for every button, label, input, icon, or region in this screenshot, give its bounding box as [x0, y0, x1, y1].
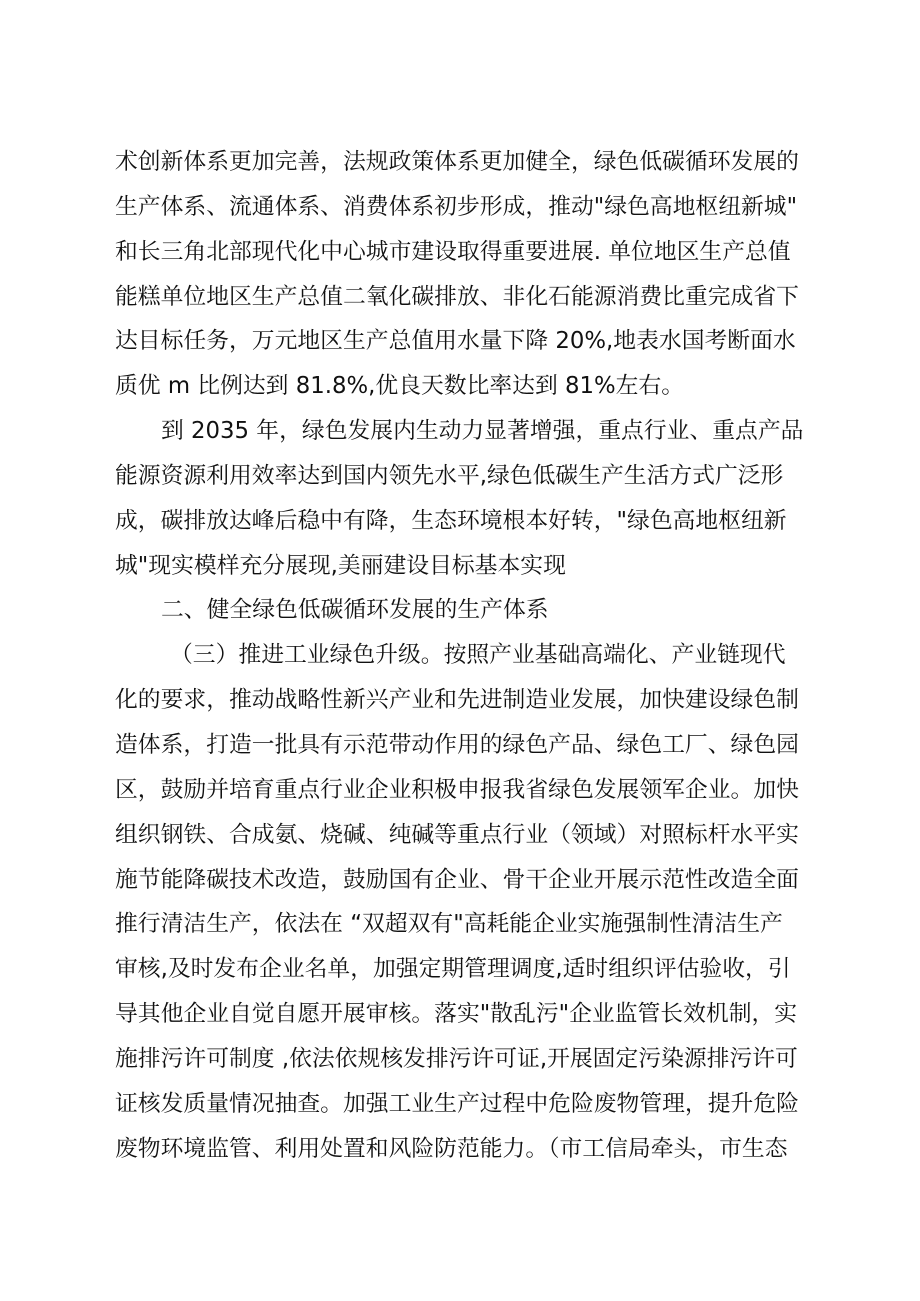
section-heading: [115, 588, 805, 633]
text-line: 质优 m 比例达到 81.8%,优良天数比率达到 81%左右。: [115, 373, 685, 400]
text-line: 推行清洁生产，依法在 “双超双有"高耗能企业实施强制性清洁生产: [115, 911, 783, 938]
text-line: 施排污许可制度 ,依法依规核发排污许可证,开展固定污染源排污许可: [115, 1045, 798, 1072]
heading-line: 二、健全绿色低碳循环发展的生产体系: [161, 597, 549, 624]
text-line: 到 2035 年，绿色发展内生动力显著增强，重点行业、重点产品: [161, 418, 804, 445]
text-line: 导其他企业自觉自愿开展审核。落实"散乱污"企业监管长效机制，实: [115, 1001, 798, 1028]
paragraph-targets-2025: [115, 140, 805, 409]
text-line: 证核发质量情况抽查。加强工业生产过程中危险废物管理，提升危险: [115, 1090, 799, 1117]
text-line: 能糕单位地区生产总值二氧化碳排放、非化石能源消费比重完成省下: [115, 283, 799, 310]
text-line: （三）推进工业绿色升级。按照产业基础高端化、产业链现代: [170, 642, 786, 669]
paragraph-targets-2035: [115, 409, 805, 588]
text-line: 组织钢铁、合成氨、烧碱、纯碱等重点行业（领域）对照标杆水平实: [115, 821, 799, 848]
text-line: 生产体系、流通体系、消费体系初步形成，推动"绿色高地枢纽新城": [115, 193, 798, 220]
text-line: 成，碳排放达峰后稳中有降，生态环境根本好转，"绿色高地枢纽新: [115, 507, 787, 534]
text-line: 区，鼓励并培育重点行业企业积极申报我省绿色发展领军企业。加快: [115, 776, 799, 803]
paragraph-industrial-upgrade: [115, 633, 805, 1171]
text-line: 化的要求，推动战略性新兴产业和先进制造业发展，加快建设绿色制: [115, 687, 799, 714]
text-line: 废物环境监管、利用处置和风险防范能力。（市工信局牵头，市生态: [115, 1135, 788, 1162]
text-line: 术创新体系更加完善，法规政策体系更加健全，绿色低碳循环发展的: [115, 149, 799, 175]
document-body: [115, 140, 805, 1171]
text-line: 城"现实模样充分展现,美丽建设目标基本实现: [115, 552, 566, 579]
text-line: 施节能降碳技术改造，鼓励国有企业、骨干企业开展示范性改造全面: [115, 866, 799, 893]
text-line: 造体系，打造一批具有示范带动作用的绿色产品、绿色工厂、绿色园: [115, 731, 799, 758]
text-line: 审核,及时发布企业名单，加强定期管理调度,适时组织评估验收，引: [115, 956, 791, 983]
text-line: 能源资源利用效率达到国内领先水平,绿色低碳生产生活方式广泛形: [115, 462, 784, 489]
text-line: 达目标任务，万元地区生产总值用水量下降 20%,地表水国考断面水: [115, 328, 796, 355]
text-line: 和长三角北部现代化中心城市建设取得重要进展. 单位地区生产总值: [115, 238, 791, 265]
